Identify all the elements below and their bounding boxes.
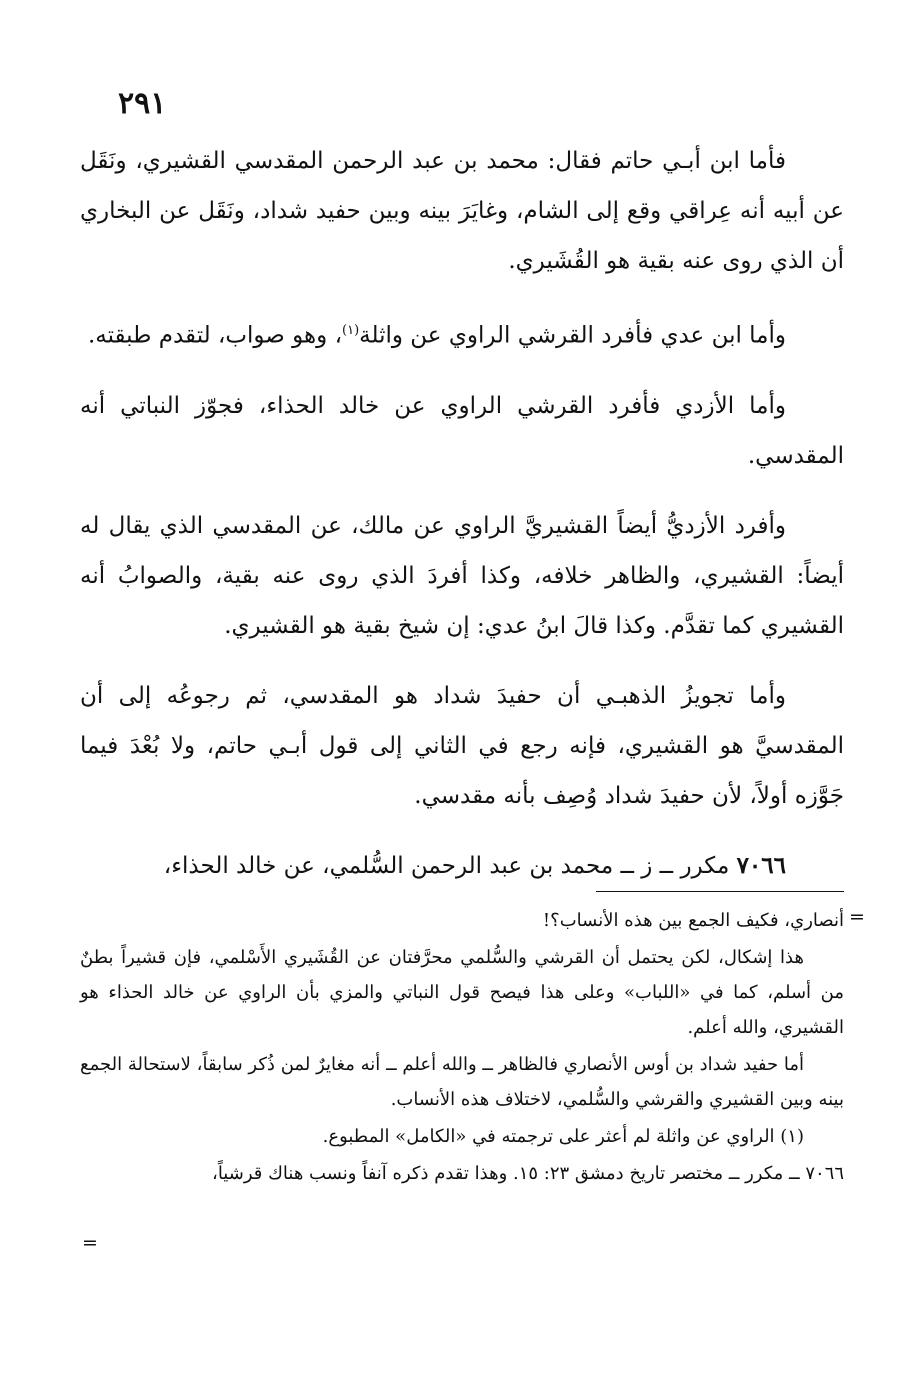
- continuation-marker: =: [82, 1232, 98, 1254]
- paragraph: وأفرد الأزديُّ أيضاً القشيريَّ الراوي عن مالك، عن المقدسي الذي يقال له أيضاً: القشيري، والظاهر خلافه، وكذا أفردَ الذي روى عنه بقية، والصوابُ أنه القشيري كما تقدَّم. وكذا قالَ ابنُ عدي: إن شيخ بقية هو القشيري.: [80, 512, 844, 639]
- footnote-marker: (١): [342, 323, 360, 338]
- main-text: [80, 136, 844, 911]
- paragraph: وأما الأزدي فأفرد القرشي الراوي عن خالد الحذاء، فجوّز النباتي أنه المقدسي.: [80, 392, 844, 469]
- footnote-separator: [596, 891, 844, 892]
- paragraph: [80, 306, 844, 361]
- entry-number: ٧٠٦٦: [736, 851, 786, 879]
- page-number: ٢٩١: [118, 86, 167, 121]
- entry-text: مكرر ــ ز ــ محمد بن عبد الرحمن السُّلمي، عن خالد الحذاء،: [163, 852, 730, 879]
- paragraph: وأما تجويزُ الذهبـي أن حفيدَ شداد هو المقدسي، ثم رجوعُه إلى أن المقدسيَّ هو القشيري، فإنه رجع في الثاني إلى قول أبـي حاتم، ولا بُعْدَ فيما جَوَّزه أولاً، لأن حفيدَ شداد وُصِف بأنه مقدسي.: [80, 682, 844, 809]
- entry-7066: [80, 841, 844, 891]
- footnotes: [80, 903, 844, 1193]
- footnote-continued: أنصاري، فكيف الجمع بين هذه الأنساب؟!: [542, 910, 844, 931]
- footnote-7066: ٧٠٦٦ ــ مكرر ــ مختصر تاريخ دمشق ٢٣: ١٥. وهذا تقدم ذكره آنفاً ونسب هناك قرشياً،: [212, 1163, 844, 1184]
- continuation-marker: =: [849, 906, 865, 928]
- paragraph-text: وأما ابن عدي فأفرد القرشي الراوي عن واثلة: [359, 322, 786, 349]
- footnote-continued: هذا إشكال، لكن يحتمل أن القرشي والسُّلمي محرَّفتان عن القُشَيري الأَسْلمي، فإن قشيراً بطنٌ من أسلم، كما في «اللباب» وعلى هذا فيصح قول النباتي والمزي بأن الراوي عن خالد الحذاء هو القشيري، والله أعلم.: [80, 947, 844, 1038]
- footnote-continued: أما حفيد شداد بن أوس الأنصاري فالظاهر ــ والله أعلم ــ أنه مغايرٌ لمن ذُكر سابقاً، لاستحالة الجمع بينه وبين القشيري والقرشي والسُّلمي، لاختلاف هذه الأنساب.: [80, 1054, 844, 1110]
- footnote-1: (١) الراوي عن واثلة لم أعثر على ترجمته في «الكامل» المطبوع.: [322, 1126, 804, 1147]
- paragraph: فأما ابن أبـي حاتم فقال: محمد بن عبد الرحمن المقدسي القشيري، ونَقَل عن أبيه أنه عِراقي وقع إلى الشام، وغايَرَ بينه وبين حفيد شداد، ونَقَل عن البخاري أن الذي روى عنه بقية هو القُشَيري.: [80, 148, 844, 274]
- paragraph-text: ، وهو صواب، لتقدم طبقته.: [87, 322, 342, 349]
